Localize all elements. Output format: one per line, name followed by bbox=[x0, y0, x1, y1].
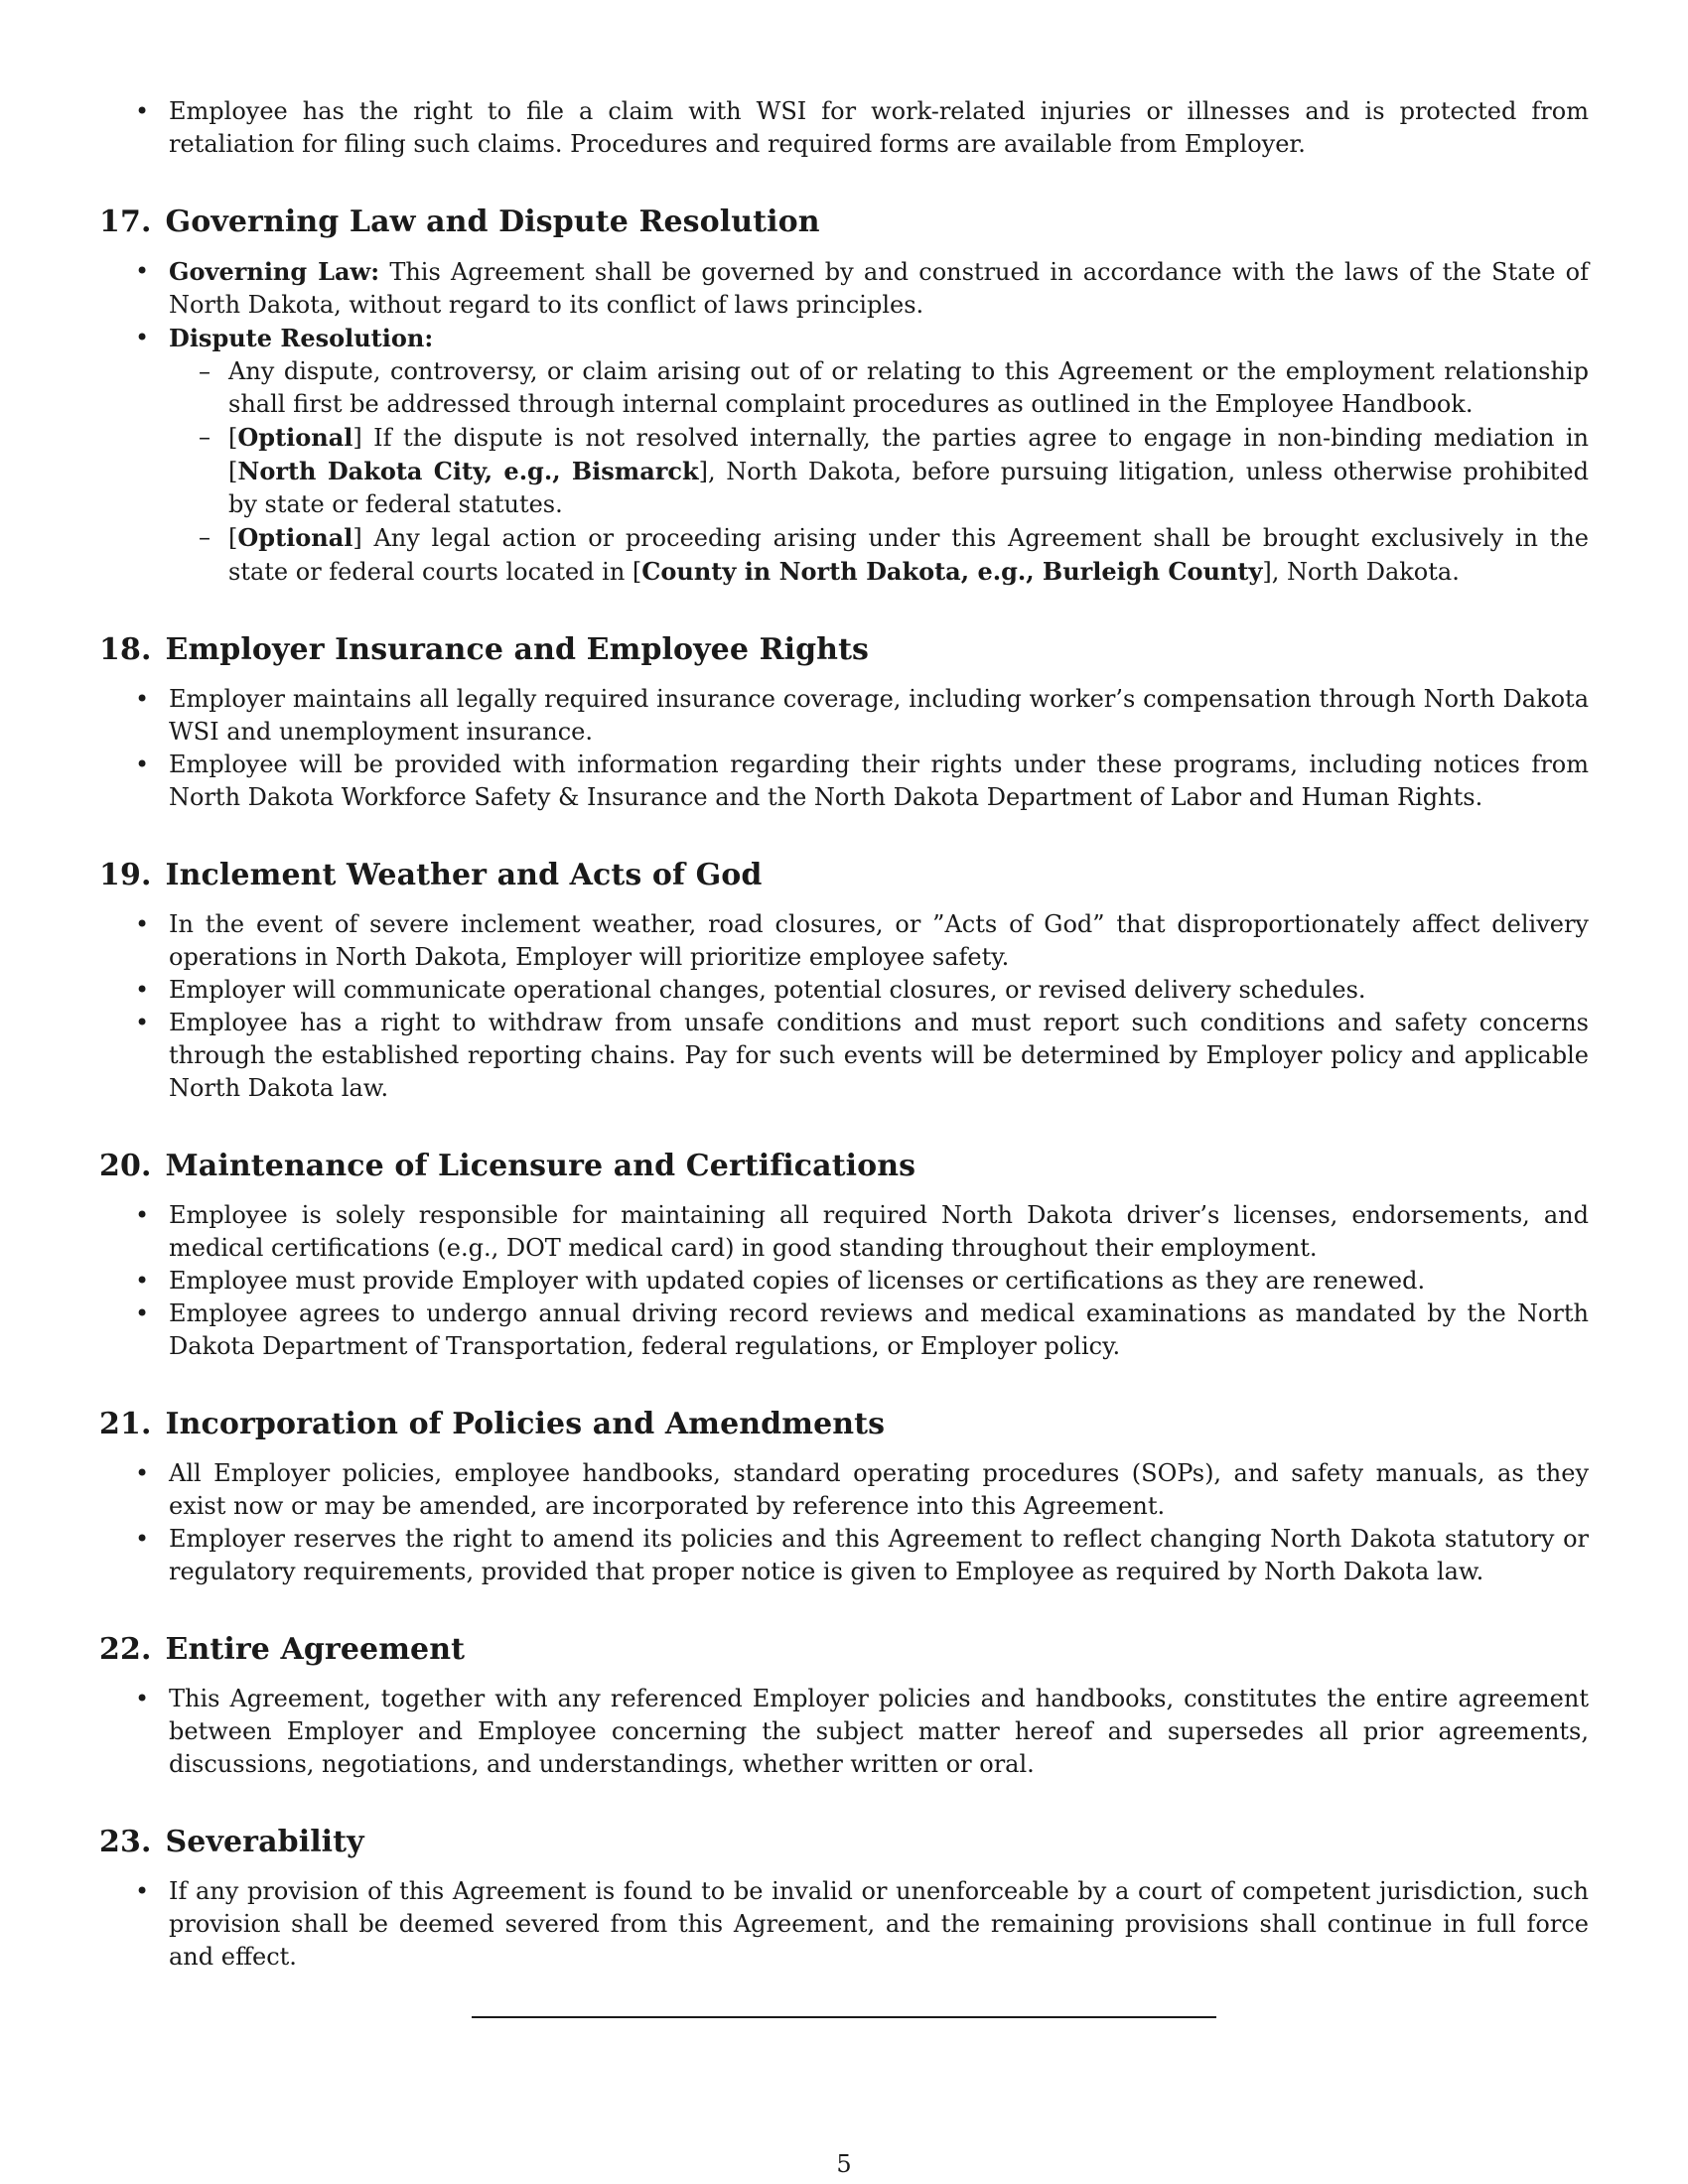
section-19-list bbox=[99, 908, 1589, 1105]
section-22-list bbox=[99, 1683, 1589, 1781]
sub-list-item bbox=[169, 521, 1589, 589]
list-item: • If any provision of this Agreement is found to be invalid or unenforceable by a court of competent jurisdiction, such provision shall be deemed severed from this Agreement, and the remaining provisions shall continue in full force and effect. bbox=[99, 1875, 1589, 1974]
list-item: • Employee will be provided with information regarding their rights under these programs, including notices from North Dakota Workforce Safety & Insurance and the North Dakota Department of Labor and Human Rights. bbox=[99, 749, 1589, 814]
section-number: 23. bbox=[99, 1825, 152, 1859]
optional-label: Optional bbox=[237, 423, 353, 452]
section-title: Severability bbox=[165, 1825, 364, 1859]
list-item: • Employee agrees to undergo annual driving record reviews and medical examinations as mandated by the North Dakota Department of Transportation, federal regulations, or Employer policy. bbox=[99, 1297, 1589, 1363]
mediation-text: ] If the dispute is not resolved internally, the parties agree to engage in non-binding mediation in [ bbox=[228, 424, 1589, 485]
document-page bbox=[99, 95, 1589, 1974]
sub-list-item bbox=[169, 421, 1589, 521]
list-item: • Employee has a right to withdraw from unsafe conditions and must report such conditions and safety concerns through the established reporting chains. Pay for such events will be determined by Employer policy and applicable North Dakota law. bbox=[99, 1007, 1589, 1105]
list-item: • This Agreement, together with any referenced Employer policies and handbooks, constitutes the entire agreement between Employer and Employee concerning the subject matter hereof and supersedes all prior agreements, discussions, negotiations, and understandings, whether written or oral. bbox=[99, 1683, 1589, 1781]
section-title: Entire Agreement bbox=[165, 1632, 466, 1667]
section-17-heading bbox=[99, 205, 1589, 239]
sub-list-item: – Any dispute, controversy, or claim arising out of or relating to this Agreement or the employment relationship shall first be addressed through internal complaint procedures as outlined in the Employee Handbook. bbox=[169, 355, 1589, 421]
section-21-heading bbox=[99, 1407, 1589, 1441]
section-title: Incorporation of Policies and Amendments bbox=[165, 1407, 886, 1441]
list-item bbox=[99, 322, 1589, 589]
optional-label: Optional bbox=[237, 523, 353, 552]
horizontal-rule bbox=[472, 2016, 1216, 2018]
section-23-heading bbox=[99, 1825, 1589, 1859]
city-placeholder: North Dakota City, e.g., Bismarck bbox=[237, 457, 699, 485]
section-title: Inclement Weather and Acts of God bbox=[165, 858, 763, 892]
dispute-sublist bbox=[169, 355, 1589, 589]
list-item: • Employer will communicate operational changes, potential closures, or revised delivery schedules. bbox=[99, 974, 1589, 1007]
section-title: Maintenance of Licensure and Certifications bbox=[165, 1149, 916, 1183]
section-23-list bbox=[99, 1875, 1589, 1974]
bracket: [ bbox=[228, 524, 238, 552]
governing-law-label: Governing Law: bbox=[169, 257, 380, 286]
list-item: • Employer maintains all legally required insurance coverage, including worker’s compensation through North Dakota WSI and unemployment insurance. bbox=[99, 683, 1589, 749]
section-number: 19. bbox=[99, 858, 152, 892]
section-18-list bbox=[99, 683, 1589, 814]
section-20-list bbox=[99, 1199, 1589, 1363]
section-21-list bbox=[99, 1457, 1589, 1588]
section-number: 17. bbox=[99, 205, 152, 239]
section-19-heading bbox=[99, 858, 1589, 892]
county-placeholder: County in North Dakota, e.g., Burleigh County bbox=[641, 557, 1263, 586]
section-number: 22. bbox=[99, 1632, 152, 1667]
section-18-heading bbox=[99, 632, 1589, 667]
list-item: • In the event of severe inclement weather, road closures, or ”Acts of God” that disproportionately affect delivery operations in North Dakota, Employer will prioritize employee safety. bbox=[99, 908, 1589, 974]
list-item bbox=[99, 255, 1589, 322]
governing-law-text: This Agreement shall be governed by and construed in accordance with the laws of the State of North Dakota, without regard to its conflict of laws principles. bbox=[169, 258, 1589, 319]
list-item: • Employer reserves the right to amend its policies and this Agreement to reflect changing North Dakota statutory or regulatory requirements, provided that proper notice is given to Employee as required by North Dakota law. bbox=[99, 1523, 1589, 1588]
list-item: • Employee must provide Employer with updated copies of licenses or certifications as they are renewed. bbox=[99, 1265, 1589, 1297]
list-item: • All Employer policies, employee handbooks, standard operating procedures (SOPs), and safety manuals, as they exist now or may be amended, are incorporated by reference into this Agreement. bbox=[99, 1457, 1589, 1523]
mediation-tail: ], North Dakota, before pursuing litigation, unless otherwise prohibited by state or federal statutes. bbox=[228, 458, 1589, 518]
section-20-heading bbox=[99, 1149, 1589, 1183]
section-title: Governing Law and Dispute Resolution bbox=[165, 205, 820, 239]
section-number: 18. bbox=[99, 632, 152, 667]
venue-tail: ], North Dakota. bbox=[1262, 558, 1460, 586]
section-17-list bbox=[99, 255, 1589, 589]
bracket: [ bbox=[228, 424, 238, 452]
venue-text: ] Any legal action or proceeding arising under this Agreement shall be brought exclusively in the state or federal courts located in [ bbox=[228, 524, 1589, 586]
dispute-resolution-label: Dispute Resolution: bbox=[169, 324, 434, 352]
list-item: • Employee has the right to file a claim with WSI for work-related injuries or illnesses and is protected from retaliation for filing such claims. Procedures and required forms are available from Employer. bbox=[99, 95, 1589, 161]
section-number: 21. bbox=[99, 1407, 152, 1441]
page-number: 5 bbox=[836, 2150, 852, 2178]
intro-list bbox=[99, 95, 1589, 161]
list-item: • Employee is solely responsible for maintaining all required North Dakota driver’s licenses, endorsements, and medical certifications (e.g., DOT medical card) in good standing throughout their employment. bbox=[99, 1199, 1589, 1265]
section-title: Employer Insurance and Employee Rights bbox=[165, 632, 870, 667]
section-22-heading bbox=[99, 1632, 1589, 1667]
section-number: 20. bbox=[99, 1149, 152, 1183]
